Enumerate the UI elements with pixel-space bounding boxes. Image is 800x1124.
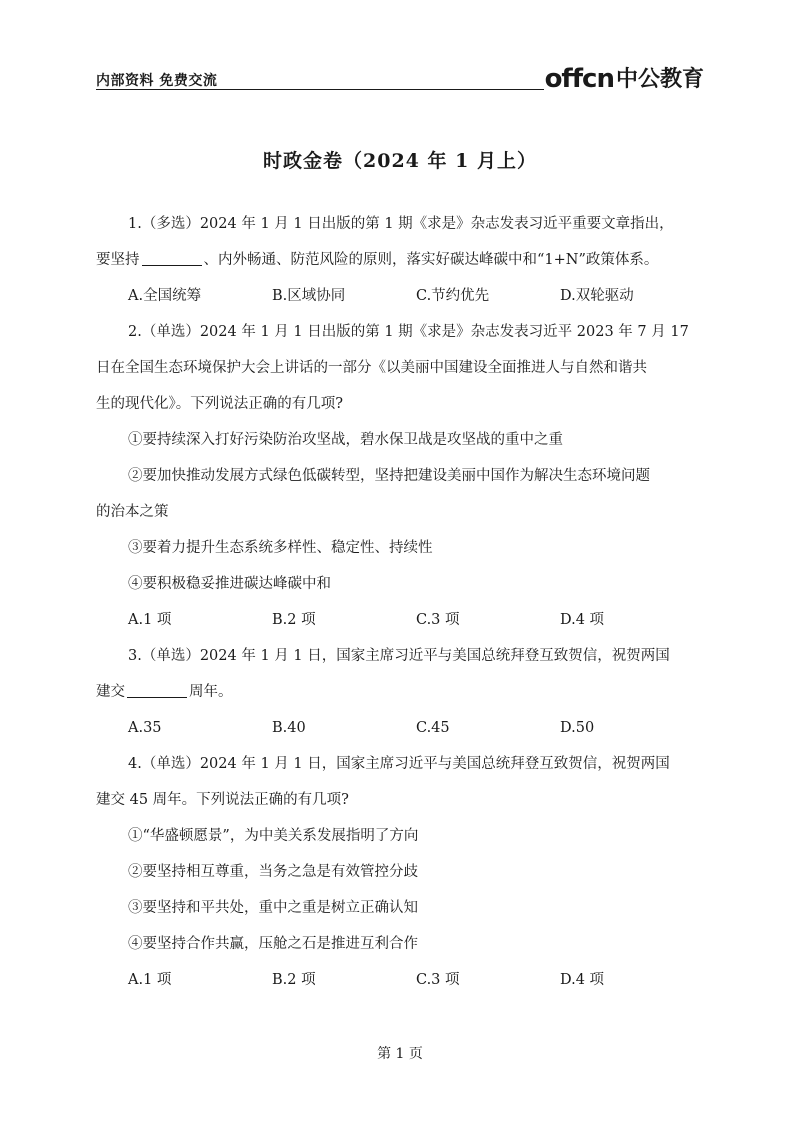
q3-option-d: D.50: [560, 720, 595, 736]
q1-stem-line-1: 1.（多选）2024 年 1 月 1 日出版的第 1 期《求是》杂志发表习近平重要文章指出，: [128, 216, 674, 232]
q2-option-a: A.1 项: [128, 612, 172, 628]
q4-option-d: D.4 项: [560, 972, 605, 988]
q4-stem-line-1: 4.（单选）2024 年 1 月 1 日，国家主席习近平与美国总统拜登互致贺信，祝贺两国: [128, 756, 670, 772]
q1-option-c: C.节约优先: [416, 288, 490, 304]
q4-option-a: A.1 项: [128, 972, 172, 988]
q2-stem-line-1: 2.（单选）2024 年 1 月 1 日出版的第 1 期《求是》杂志发表习近平 2023 年 7 月 17: [128, 324, 689, 340]
q2-option-c: C.3 项: [416, 612, 460, 628]
q2-statement-4: ④要积极稳妥推进碳达峰碳中和: [128, 576, 331, 592]
logo-chinese: 中公教育: [615, 67, 704, 92]
q3-option-c: C.45: [416, 720, 450, 736]
q1-option-d: D.双轮驱动: [560, 288, 634, 304]
logo-latin: offcn: [544, 64, 614, 94]
q3-option-a: A.35: [128, 720, 162, 736]
q2-statement-2: ②要加快推动发展方式绿色低碳转型，坚持把建设美丽中国作为解决生态环境问题: [128, 468, 650, 484]
page-number: 第 1 页: [377, 1046, 423, 1062]
q4-option-c: C.3 项: [416, 972, 460, 988]
q2-stem-line-2: 日在全国生态环境保护大会上讲话的一部分《以美丽中国建设全面推进人与自然和谐共: [96, 360, 647, 376]
header-rule: [96, 89, 544, 90]
fill-blank: [127, 683, 187, 698]
q4-options: [96, 962, 704, 998]
q2-options: [96, 602, 704, 638]
q4-stem-line-2: 建交 45 周年。下列说法正确的有几项?: [96, 792, 349, 808]
offcn-logo: [545, 62, 704, 92]
q4-statement-3: ③要坚持和平共处，重中之重是树立正确认知: [128, 900, 418, 916]
q1-option-a: A.全国统筹: [128, 288, 202, 304]
page-header: [96, 64, 704, 94]
q2-stem-line-3: 生的现代化》。下列说法正确的有几项?: [96, 396, 344, 412]
q1-stem-line-2: 要坚持 、内外畅通、防范风险的原则，落实好碳达峰碳中和“1+N”政策体系。: [96, 252, 659, 268]
q4-statement-2: ②要坚持相互尊重，当务之急是有效管控分歧: [128, 864, 418, 880]
q4-statement-4: ④要坚持合作共赢，压舱之石是推进互利合作: [128, 936, 418, 952]
q4-statement-1: ①“华盛顿愿景”，为中美关系发展指明了方向: [128, 828, 419, 844]
q2-statement-3: ③要着力提升生态系统多样性、稳定性、持续性: [128, 540, 433, 556]
fill-blank: [142, 251, 202, 266]
q3-stem-line-2: 建交 周年。: [96, 684, 233, 700]
q3-stem-line-1: 3.（单选）2024 年 1 月 1 日，国家主席习近平与美国总统拜登互致贺信，祝贺两国: [128, 648, 670, 664]
q2-statement-1: ①要持续深入打好污染防治攻坚战，碧水保卫战是攻坚战的重中之重: [128, 432, 563, 448]
q3-options: [96, 710, 704, 746]
q2-statement-2-cont: 的治本之策: [96, 504, 169, 520]
q1-options: [96, 278, 704, 314]
q1-option-b: B.区域协同: [272, 288, 346, 304]
q2-option-b: B.2 项: [272, 612, 316, 628]
question-list: [96, 206, 704, 998]
header-note: 内部资料 免费交流: [96, 73, 218, 89]
q2-option-d: D.4 项: [560, 612, 605, 628]
page-title: 时政金卷（2024 年 1 月上）: [263, 150, 537, 172]
q4-option-b: B.2 项: [272, 972, 316, 988]
q3-option-b: B.40: [272, 720, 306, 736]
